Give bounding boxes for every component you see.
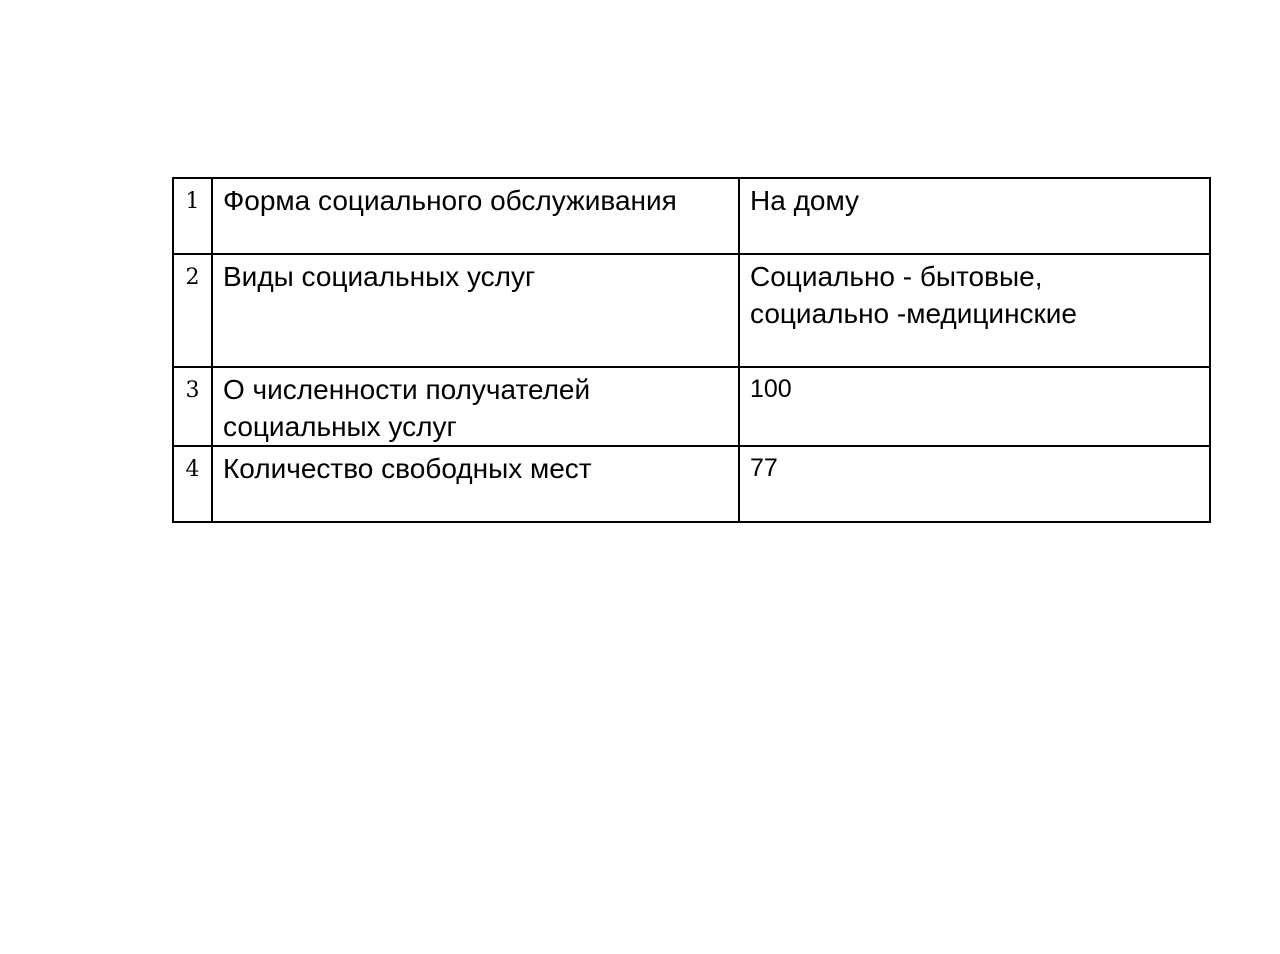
row-number: 4 bbox=[173, 446, 212, 522]
row-number: 1 bbox=[173, 178, 212, 254]
table-row bbox=[173, 367, 1210, 446]
row-label-line: Количество свободных мест bbox=[223, 453, 592, 484]
row-value bbox=[739, 446, 1210, 522]
row-label bbox=[212, 254, 739, 367]
table-row bbox=[173, 446, 1210, 522]
row-value-line: На дому bbox=[750, 185, 860, 216]
row-label-line: О численности получателей bbox=[223, 374, 591, 405]
table-row bbox=[173, 254, 1210, 367]
row-label-line: социальных услуг bbox=[223, 411, 457, 442]
row-number: 3 bbox=[173, 367, 212, 446]
info-table bbox=[172, 177, 1211, 523]
row-label-line: Форма социального обслуживания bbox=[223, 185, 677, 216]
row-value bbox=[739, 254, 1210, 367]
row-number: 2 bbox=[173, 254, 212, 367]
row-value-line: 77 bbox=[750, 454, 778, 482]
row-value bbox=[739, 178, 1210, 254]
row-value-line: Социально - бытовые, bbox=[750, 261, 1043, 292]
row-value-line: 100 bbox=[750, 375, 792, 403]
table-row bbox=[173, 178, 1210, 254]
row-label bbox=[212, 367, 739, 446]
row-value-line: социально -медицинские bbox=[750, 298, 1077, 329]
row-label bbox=[212, 446, 739, 522]
row-label bbox=[212, 178, 739, 254]
row-label-line: Виды социальных услуг bbox=[223, 261, 536, 292]
row-value bbox=[739, 367, 1210, 446]
